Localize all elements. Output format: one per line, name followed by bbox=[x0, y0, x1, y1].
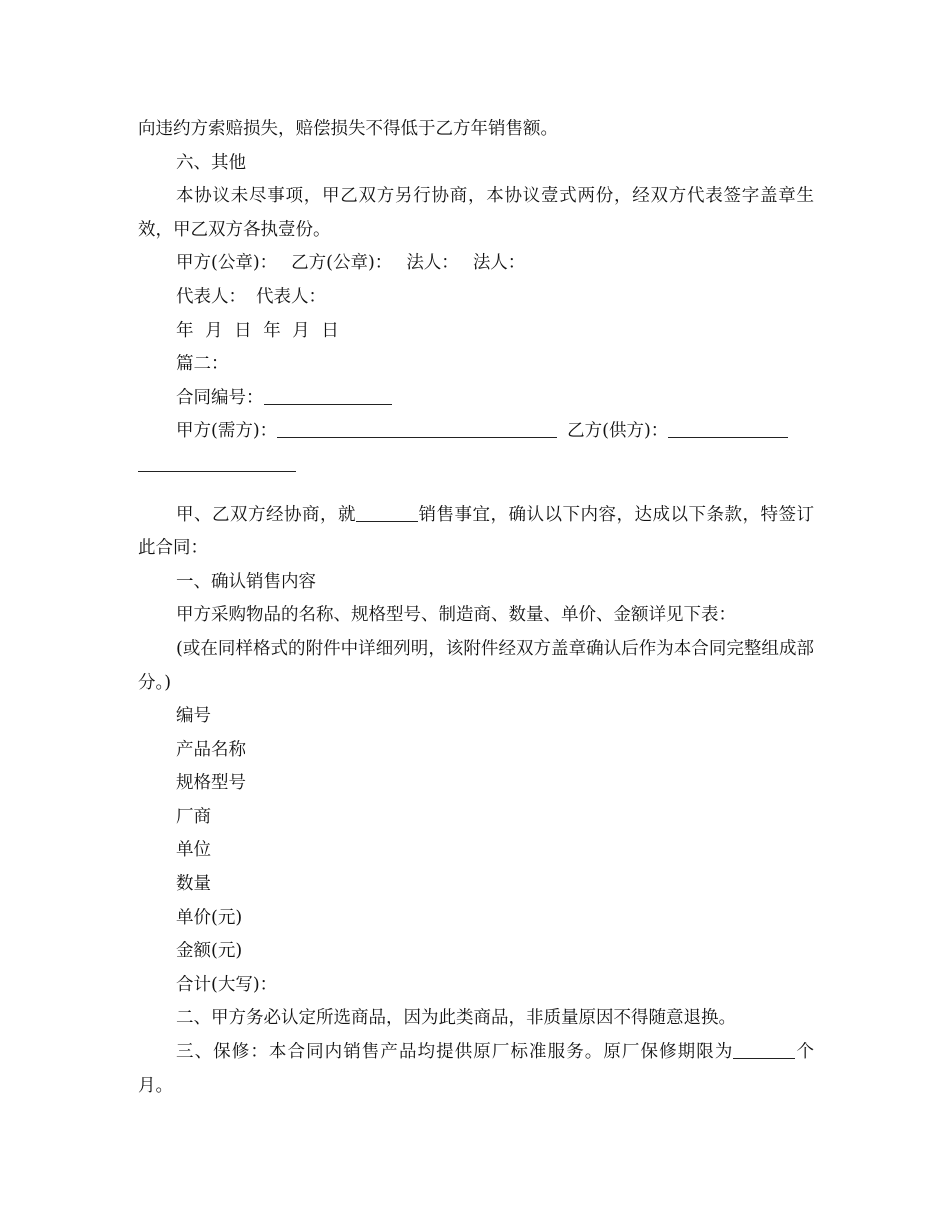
legal-person-label-2: 法人： bbox=[472, 253, 526, 274]
party-b-seal-label: 乙方(公章)： bbox=[291, 253, 393, 274]
total-label: 合计(大写)： bbox=[176, 974, 278, 995]
section-two-paragraph: 二、甲方务必认定所选商品，因为此类商品，非质量原因不得随意退换。 bbox=[176, 1008, 736, 1029]
items-paragraph: 甲方采购物品的名称、规格型号、制造商、数量、单价、金额详见下表： bbox=[176, 605, 736, 626]
signature-seal-line bbox=[138, 247, 814, 281]
intro-after: 销售事宜，确认以下内容，达成以下条款，特签订此合同： bbox=[138, 504, 814, 559]
representative-line bbox=[138, 281, 814, 315]
sales-matter-blank bbox=[356, 502, 418, 521]
warranty-after: 个月。 bbox=[138, 1042, 815, 1096]
table-field-manufacturer: 厂商 bbox=[176, 806, 211, 827]
table-field-amount: 金额(元) bbox=[176, 941, 243, 962]
intro-before: 甲、乙双方经协商，就 bbox=[176, 504, 356, 525]
compensation-line: 向违约方索赔损失，赔偿损失不得低于乙方年销售额。 bbox=[138, 119, 558, 139]
parties-line bbox=[138, 415, 814, 449]
contract-number-blank bbox=[264, 385, 392, 404]
table-field-unit-price: 单价(元) bbox=[176, 907, 243, 928]
contract-number-line bbox=[138, 382, 814, 416]
table-field-spec: 规格型号 bbox=[176, 773, 246, 794]
party-b-blank-continued bbox=[138, 449, 814, 483]
annex-paragraph: (或在同样格式的附件中详细列明，该附件经双方盖章确认后作为本合同完整组成部分。) bbox=[138, 638, 814, 693]
warranty-before: 三、保修：本合同内销售产品均提供原厂标准服务。原厂保修期限为 bbox=[176, 1042, 734, 1063]
party-b-blank bbox=[668, 419, 788, 438]
party-b-blank-2 bbox=[138, 453, 296, 472]
table-field-quantity: 数量 bbox=[176, 874, 211, 895]
party-a-label: 甲方(需方)： bbox=[176, 421, 278, 442]
party-a-seal-label: 甲方(公章)： bbox=[176, 253, 278, 274]
part-two-heading: 篇二： bbox=[176, 354, 229, 375]
date-line: 年 月 日 年 月 日 bbox=[176, 320, 339, 341]
warranty-months-blank bbox=[733, 1040, 795, 1059]
legal-person-label-1: 法人： bbox=[406, 253, 459, 274]
party-b-label: 乙方(供方)： bbox=[567, 421, 669, 442]
document-body bbox=[138, 113, 814, 1103]
party-a-blank bbox=[277, 419, 557, 438]
table-field-number: 编号 bbox=[176, 706, 211, 727]
agreement-paragraph: 本协议未尽事项，甲乙双方另行协商，本协议壹式两份，经双方代表签字盖章生效，甲乙双方各执壹份。 bbox=[138, 186, 814, 240]
intro-paragraph bbox=[138, 499, 814, 566]
section-one-heading: 一、确认销售内容 bbox=[176, 571, 316, 592]
representative-label-2: 代表人： bbox=[256, 286, 326, 307]
table-field-product-name: 产品名称 bbox=[176, 739, 246, 760]
representative-label-1: 代表人： bbox=[176, 286, 246, 307]
section-three-paragraph bbox=[138, 1036, 814, 1103]
contract-number-label: 合同编号： bbox=[176, 387, 264, 408]
table-field-unit: 单位 bbox=[176, 840, 211, 861]
section-six-heading: 六、其他 bbox=[176, 152, 246, 173]
